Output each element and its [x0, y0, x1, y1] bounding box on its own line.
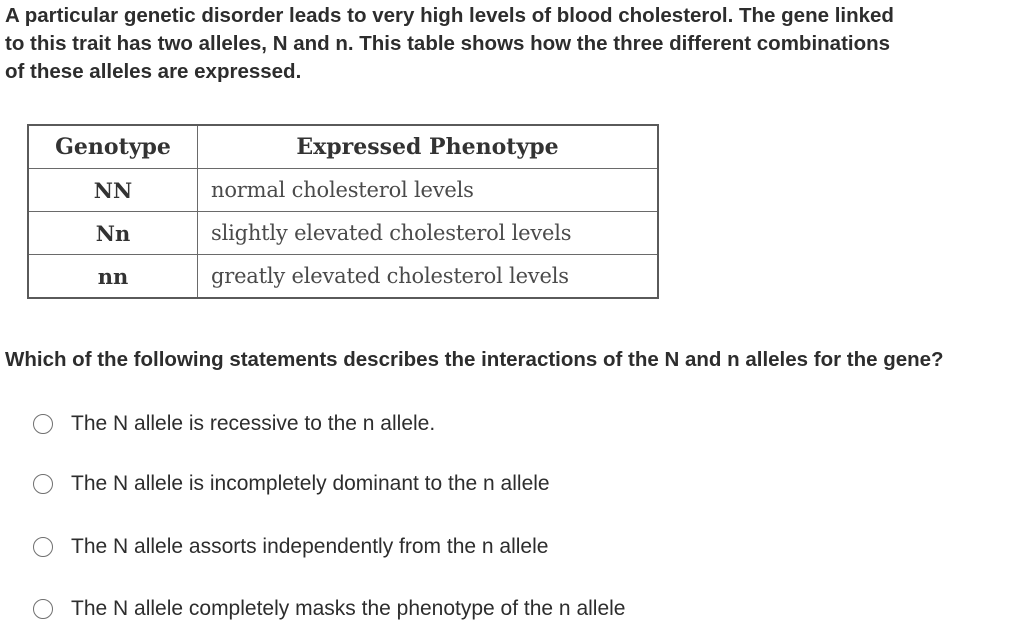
- answer-option-1[interactable]: [33, 412, 435, 436]
- radio-button-icon[interactable]: [33, 599, 53, 619]
- table-row: [28, 212, 658, 255]
- radio-button-icon[interactable]: [33, 414, 53, 434]
- table-row: [28, 169, 658, 212]
- answer-option-label[interactable]: The N allele assorts independently from the n allele: [71, 535, 549, 558]
- answer-option-label[interactable]: The N allele is incompletely dominant to the n allele: [71, 472, 550, 495]
- radio-button-icon[interactable]: [33, 474, 53, 494]
- genotype-cell: Nn: [28, 212, 198, 255]
- answer-option-3[interactable]: [33, 535, 548, 559]
- table-header-row: [28, 125, 658, 169]
- radio-button-icon[interactable]: [33, 537, 53, 557]
- genotype-phenotype-table: [27, 124, 659, 299]
- phenotype-cell: slightly elevated cholesterol levels: [198, 212, 659, 255]
- question-text: Which of the following statements describes the interactions of the N and n alleles for the gene?: [5, 348, 944, 371]
- table-row: [28, 255, 658, 299]
- genotype-column-header: Genotype: [28, 125, 198, 169]
- answer-option-2[interactable]: [33, 472, 550, 496]
- phenotype-cell: normal cholesterol levels: [198, 169, 659, 212]
- phenotype-cell: greatly elevated cholesterol levels: [198, 255, 659, 299]
- phenotype-column-header: Expressed Phenotype: [198, 125, 659, 169]
- answer-option-label[interactable]: The N allele completely masks the phenotype of the n allele: [71, 597, 626, 620]
- genotype-cell: NN: [28, 169, 198, 212]
- answer-option-4[interactable]: [33, 597, 625, 621]
- genotype-cell: nn: [28, 255, 198, 299]
- intro-paragraph: A particular genetic disorder leads to very high levels of blood cholesterol. The gene linked to this trait has two alleles, N and n. This table shows how the three different combinations of these alleles are expressed.: [5, 4, 894, 83]
- answer-option-label[interactable]: The N allele is recessive to the n allele.: [71, 412, 436, 435]
